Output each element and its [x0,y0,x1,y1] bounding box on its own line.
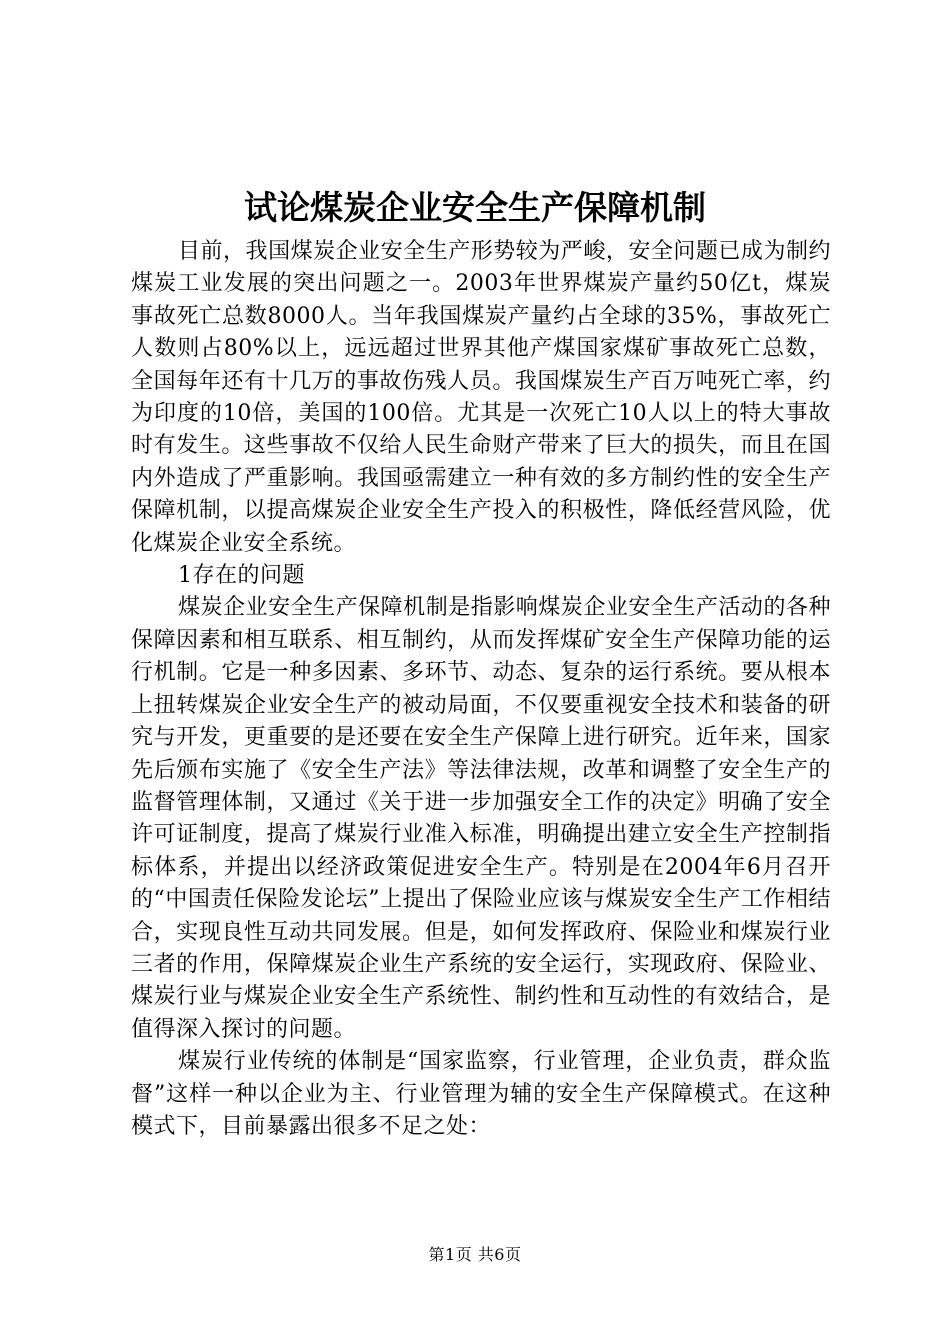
page-footer: 第1页 共6页 [428,1245,522,1264]
section-heading-issues: 1存在的问题 [178,563,305,589]
intro-paragraph: 目前，我国煤炭企业安全生产形势较为严峻，安全问题已成为制约煤炭工业发展的突出问题之一。2003年世界煤炭产量约50亿t，煤炭事故死亡总数8000人。当年我国煤炭产量约占全球的35%，事故死亡人数则占80%以上，远远超过世界其他产煤国家煤矿事故死亡总数，全国每年还有十几万的事故伤残人员。我国煤炭生产百万吨死亡率，约为印度的10倍，美国的100倍。尤其是一次死亡10人以上的特大事故时有发生。这些事故不仅给人民生命财产带来了巨大的损失，而且在国内外造成了严重影响。我国亟需建立一种有效的多方制约性的安全生产保障机制，以提高煤炭企业安全生产投入的积极性，降低经营风险，优化煤炭企业安全系统。 [131,239,831,556]
traditional-system-paragraph: 煤炭行业传统的体制是“国家监察，行业管理，企业负责，群众监督”这样一种以企业为主、行业管理为辅的安全生产保障模式。在这种模式下，目前暴露出很多不足之处： [131,1049,831,1139]
document-title: 试论煤炭企业安全生产保障机制 [244,188,706,227]
mechanism-paragraph: 煤炭企业安全生产保障机制是指影响煤炭企业安全生产活动的各种保障因素和相互联系、相互制约，从而发挥煤矿安全生产保障功能的运行机制。它是一种多因素、多环节、动态、复杂的运行系统。要从根本上扭转煤炭企业安全生产的被动局面，不仅要重视安全技术和装备的研究与开发，更重要的是还要在安全生产保障上进行研究。近年来，国家先后颁布实施了《安全生产法》等法律法规，改革和调整了安全生产的监督管理体制，又通过《关于进一步加强安全工作的决定》明确了安全许可证制度，提高了煤炭行业准入标准，明确提出建立安全生产控制指标体系，并提出以经济政策促进安全生产。特别是在2004年6月召开的“中国责任保险发论坛”上提出了保险业应该与煤炭安全生产工作相结合，实现良性互动共同发展。但是，如何发挥政府、保险业和煤炭行业三者的作用，保障煤炭企业生产系统的安全运行，实现政府、保险业、煤炭行业与煤炭企业安全生产系统性、制约性和互动性的有效结合，是值得深入探讨的问题。 [131,595,831,1042]
document-body [131,236,831,1143]
